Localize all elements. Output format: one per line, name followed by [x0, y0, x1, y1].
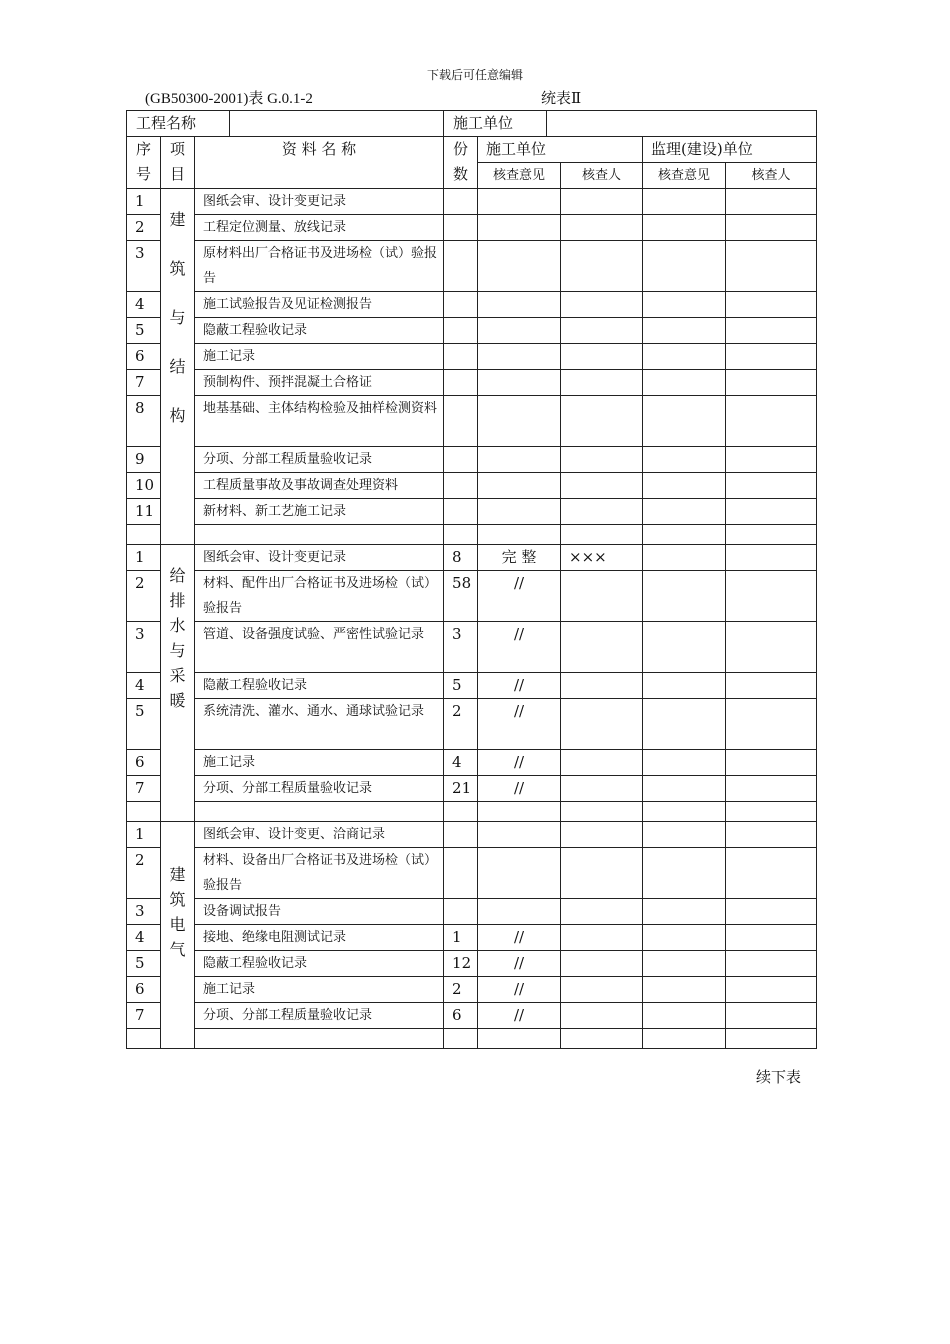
contractor-checker-cell[interactable] [561, 525, 643, 545]
supervisor-checker-cell[interactable] [726, 822, 817, 848]
header-supervisor-checker: 核查人 [726, 163, 817, 189]
material-name: 隐蔽工程验收记录 [195, 318, 444, 344]
category-char: 建 [169, 865, 186, 884]
contractor-opinion-cell[interactable]: // [478, 925, 561, 951]
supervisor-checker-cell[interactable] [726, 318, 817, 344]
contractor-opinion-cell[interactable] [478, 447, 561, 473]
contractor-checker-cell[interactable] [561, 1029, 643, 1049]
category-label [161, 545, 195, 822]
supervisor-checker-cell[interactable] [726, 673, 817, 699]
supervisor-checker-cell[interactable] [726, 699, 817, 750]
row-number: 5 [127, 318, 161, 344]
contractor-opinion-cell[interactable] [478, 189, 561, 215]
supervisor-checker-cell[interactable] [726, 622, 817, 673]
material-name: 隐蔽工程验收记录 [195, 673, 444, 699]
row-number: 6 [127, 977, 161, 1003]
contractor-opinion-cell[interactable]: // [478, 951, 561, 977]
table-row [127, 977, 817, 1003]
copies-cell[interactable]: 12 [444, 951, 478, 977]
material-name: 管道、设备强度试验、严密性试验记录 [195, 622, 444, 673]
contractor-checker-cell[interactable] [561, 925, 643, 951]
contractor-checker-cell[interactable] [561, 473, 643, 499]
contractor-opinion-cell[interactable]: 完 整 [478, 545, 561, 571]
contractor-checker-cell[interactable] [561, 1003, 643, 1029]
row-number: 2 [127, 848, 161, 899]
contractor-checker-cell[interactable] [561, 292, 643, 318]
material-name: 图纸会审、设计变更、洽商记录 [195, 822, 444, 848]
material-name [195, 1029, 444, 1049]
contractor-opinion-cell[interactable]: // [478, 622, 561, 673]
material-name: 系统清洗、灌水、通水、通球试验记录 [195, 699, 444, 750]
copies-cell[interactable]: 2 [444, 699, 478, 750]
supervisor-opinion-cell[interactable] [643, 344, 726, 370]
row-number: 4 [127, 292, 161, 318]
supervisor-opinion-cell[interactable] [643, 241, 726, 292]
material-name: 图纸会审、设计变更记录 [195, 189, 444, 215]
supervisor-opinion-cell[interactable] [643, 370, 726, 396]
row-number: 3 [127, 899, 161, 925]
table-row [127, 750, 817, 776]
row-number: 4 [127, 925, 161, 951]
supervisor-checker-cell[interactable] [726, 370, 817, 396]
material-name: 施工记录 [195, 977, 444, 1003]
form-subtitle: 统表Ⅱ [541, 89, 582, 107]
contractor-checker-cell[interactable] [561, 776, 643, 802]
header-row-1 [127, 137, 817, 163]
category-char: 排 [169, 591, 186, 610]
header-contractor-checker: 核查人 [561, 163, 643, 189]
supervisor-checker-cell[interactable] [726, 473, 817, 499]
contractor-opinion-cell[interactable] [478, 370, 561, 396]
material-name [195, 802, 444, 822]
copies-cell[interactable] [444, 499, 478, 525]
row-number: 6 [127, 344, 161, 370]
row-number: 5 [127, 951, 161, 977]
material-name: 设备调试报告 [195, 899, 444, 925]
contractor-opinion-cell[interactable]: // [478, 977, 561, 1003]
copies-cell[interactable] [444, 822, 478, 848]
supervisor-opinion-cell[interactable] [643, 802, 726, 822]
row-number: 6 [127, 750, 161, 776]
copies-cell[interactable] [444, 848, 478, 899]
contractor-opinion-cell[interactable] [478, 344, 561, 370]
contractor-checker-cell[interactable] [561, 396, 643, 447]
verification-table [126, 110, 817, 1049]
material-name: 施工记录 [195, 344, 444, 370]
table-row [127, 292, 817, 318]
material-name: 工程质量事故及事故调查处理资料 [195, 473, 444, 499]
category-char: 结 [169, 357, 186, 376]
contractor-opinion-cell[interactable]: // [478, 776, 561, 802]
table-row [127, 951, 817, 977]
table-row [127, 699, 817, 750]
material-name: 施工记录 [195, 750, 444, 776]
contractor-label: 施工单位 [444, 111, 547, 136]
table-row [127, 673, 817, 699]
supervisor-checker-cell[interactable] [726, 525, 817, 545]
row-number: 2 [127, 571, 161, 622]
row-number: 2 [127, 215, 161, 241]
supervisor-opinion-cell[interactable] [643, 822, 726, 848]
supervisor-checker-cell[interactable] [726, 802, 817, 822]
contractor-checker-cell[interactable] [561, 370, 643, 396]
table-row [127, 802, 817, 822]
row-number: 10 [127, 473, 161, 499]
material-name: 地基基础、主体结构检验及抽样检测资料 [195, 396, 444, 447]
material-name: 新材料、新工艺施工记录 [195, 499, 444, 525]
table-row [127, 925, 817, 951]
table-row [127, 545, 817, 571]
supervisor-checker-cell[interactable] [726, 848, 817, 899]
row-number: 7 [127, 1003, 161, 1029]
header-item-1: 项 [169, 140, 185, 158]
copies-cell[interactable]: 1 [444, 925, 478, 951]
table-row [127, 622, 817, 673]
row-number: 11 [127, 499, 161, 525]
material-name: 接地、绝缘电阻测试记录 [195, 925, 444, 951]
table-row [127, 447, 817, 473]
contractor-checker-cell[interactable] [561, 215, 643, 241]
header-copies-1: 份 [453, 140, 469, 158]
category-char: 气 [169, 940, 186, 959]
copies-cell[interactable] [444, 344, 478, 370]
contractor-opinion-cell[interactable] [478, 215, 561, 241]
copies-cell[interactable]: 8 [444, 545, 478, 571]
contractor-opinion-cell[interactable] [478, 292, 561, 318]
contractor-opinion-cell[interactable] [478, 1029, 561, 1049]
row-number: 1 [127, 822, 161, 848]
supervisor-opinion-cell[interactable] [643, 848, 726, 899]
supervisor-opinion-cell[interactable] [643, 447, 726, 473]
contractor-checker-cell[interactable] [561, 750, 643, 776]
contractor-checker-cell[interactable] [561, 899, 643, 925]
contractor-opinion-cell[interactable] [478, 241, 561, 292]
category-char: 水 [169, 616, 186, 635]
supervisor-opinion-cell[interactable] [643, 1029, 726, 1049]
supervisor-opinion-cell[interactable] [643, 292, 726, 318]
material-name: 图纸会审、设计变更记录 [195, 545, 444, 571]
supervisor-opinion-cell[interactable] [643, 396, 726, 447]
supervisor-opinion-cell[interactable] [643, 545, 726, 571]
header-copies-2: 数 [453, 165, 469, 183]
copies-cell[interactable] [444, 189, 478, 215]
contractor-opinion-cell[interactable] [478, 318, 561, 344]
copies-cell[interactable] [444, 241, 478, 292]
supervisor-checker-cell[interactable] [726, 499, 817, 525]
table-row [127, 776, 817, 802]
category-char: 与 [169, 308, 186, 327]
supervisor-opinion-cell[interactable] [643, 525, 726, 545]
supervisor-opinion-cell[interactable] [643, 951, 726, 977]
contractor-checker-cell[interactable] [561, 189, 643, 215]
row-number: 4 [127, 673, 161, 699]
supervisor-checker-cell[interactable] [726, 1003, 817, 1029]
category-char: 暖 [169, 691, 186, 710]
contractor-checker-cell[interactable] [561, 622, 643, 673]
contractor-checker-cell[interactable] [561, 822, 643, 848]
contractor-opinion-cell[interactable] [478, 822, 561, 848]
table-row [127, 899, 817, 925]
row-number [127, 525, 161, 545]
copies-cell[interactable]: 6 [444, 1003, 478, 1029]
supervisor-checker-cell[interactable] [726, 925, 817, 951]
row-number: 1 [127, 545, 161, 571]
supervisor-checker-cell[interactable] [726, 750, 817, 776]
supervisor-checker-cell[interactable] [726, 1029, 817, 1049]
supervisor-checker-cell[interactable] [726, 899, 817, 925]
copies-cell[interactable]: 4 [444, 750, 478, 776]
standard-code: (GB50300-2001)表 G.0.1-2 [145, 91, 313, 107]
contractor-opinion-cell[interactable]: // [478, 1003, 561, 1029]
copies-cell[interactable] [444, 447, 478, 473]
contractor-checker-cell[interactable] [561, 848, 643, 899]
material-name [195, 525, 444, 545]
category-char: 筑 [169, 259, 186, 278]
material-name: 隐蔽工程验收记录 [195, 951, 444, 977]
table-row [127, 396, 817, 447]
project-name-value[interactable] [230, 111, 443, 136]
supervisor-opinion-cell[interactable] [643, 925, 726, 951]
row-number: 9 [127, 447, 161, 473]
table-row [127, 1029, 817, 1049]
project-name-label: 工程名称 [127, 111, 230, 136]
supervisor-opinion-cell[interactable] [643, 699, 726, 750]
supervisor-checker-cell[interactable] [726, 396, 817, 447]
supervisor-checker-cell[interactable] [726, 977, 817, 1003]
row-number [127, 802, 161, 822]
contractor-checker-cell[interactable] [561, 318, 643, 344]
contractor-checker-cell[interactable] [561, 447, 643, 473]
material-name: 材料、配件出厂合格证书及进场检（试）验报告 [195, 571, 444, 622]
table-row [127, 344, 817, 370]
supervisor-opinion-cell[interactable] [643, 899, 726, 925]
copies-cell[interactable] [444, 370, 478, 396]
header-seq-2: 号 [135, 165, 151, 183]
category-char: 构 [169, 406, 186, 425]
contractor-value[interactable] [547, 111, 816, 136]
header-item [161, 137, 195, 189]
material-name: 施工试验报告及见证检测报告 [195, 292, 444, 318]
project-info-row [127, 111, 817, 137]
contractor-opinion-cell[interactable] [478, 473, 561, 499]
material-name: 原材料出厂合格证书及进场检（试）验报告 [195, 241, 444, 292]
supervisor-checker-cell[interactable] [726, 189, 817, 215]
contractor-opinion-cell[interactable]: // [478, 699, 561, 750]
header-supervisor-opinion: 核查意见 [643, 163, 726, 189]
copies-cell[interactable]: 2 [444, 977, 478, 1003]
copies-cell[interactable]: 5 [444, 673, 478, 699]
header-seq [127, 137, 161, 189]
contractor-checker-cell[interactable] [561, 802, 643, 822]
contractor-opinion-cell[interactable]: // [478, 673, 561, 699]
contractor-opinion-cell[interactable] [478, 899, 561, 925]
category-char: 采 [169, 666, 186, 685]
copies-cell[interactable] [444, 525, 478, 545]
row-number: 7 [127, 776, 161, 802]
header-item-2: 目 [169, 165, 185, 183]
table-row [127, 241, 817, 292]
contractor-opinion-cell[interactable] [478, 848, 561, 899]
header-copies [444, 137, 478, 189]
table-row [127, 473, 817, 499]
copies-cell[interactable]: 21 [444, 776, 478, 802]
supervisor-checker-cell[interactable] [726, 241, 817, 292]
contractor-opinion-cell[interactable] [478, 525, 561, 545]
copies-cell[interactable]: 3 [444, 622, 478, 673]
supervisor-checker-cell[interactable] [726, 951, 817, 977]
supervisor-checker-cell[interactable] [726, 292, 817, 318]
category-label [161, 189, 195, 545]
table-row [127, 499, 817, 525]
supervisor-checker-cell[interactable] [726, 776, 817, 802]
supervisor-opinion-cell[interactable] [643, 473, 726, 499]
copies-cell[interactable] [444, 318, 478, 344]
table-row [127, 525, 817, 545]
material-name: 工程定位测量、放线记录 [195, 215, 444, 241]
table-row [127, 571, 817, 622]
table-row [127, 215, 817, 241]
supervisor-opinion-cell[interactable] [643, 318, 726, 344]
material-name: 分项、分部工程质量验收记录 [195, 447, 444, 473]
category-char: 筑 [169, 890, 186, 909]
table-row [127, 189, 817, 215]
supervisor-checker-cell[interactable] [726, 447, 817, 473]
category-char: 电 [169, 915, 186, 934]
row-number: 3 [127, 622, 161, 673]
supervisor-opinion-cell[interactable] [643, 571, 726, 622]
category-label [161, 822, 195, 1049]
supervisor-opinion-cell[interactable] [643, 750, 726, 776]
copies-cell[interactable] [444, 899, 478, 925]
contractor-opinion-cell[interactable] [478, 802, 561, 822]
row-number: 8 [127, 396, 161, 447]
supervisor-checker-cell[interactable] [726, 545, 817, 571]
row-number: 1 [127, 189, 161, 215]
row-number: 7 [127, 370, 161, 396]
supervisor-opinion-cell[interactable] [643, 622, 726, 673]
copies-cell[interactable]: 58 [444, 571, 478, 622]
contractor-opinion-cell[interactable]: // [478, 571, 561, 622]
supervisor-opinion-cell[interactable] [643, 189, 726, 215]
supervisor-opinion-cell[interactable] [643, 215, 726, 241]
header-contractor: 施工单位 [478, 137, 643, 163]
material-name: 分项、分部工程质量验收记录 [195, 776, 444, 802]
supervisor-opinion-cell[interactable] [643, 499, 726, 525]
header-contractor-opinion: 核查意见 [478, 163, 561, 189]
copies-cell[interactable] [444, 292, 478, 318]
contractor-checker-cell[interactable] [561, 571, 643, 622]
material-name: 材料、设备出厂合格证书及进场检（试）验报告 [195, 848, 444, 899]
contractor-checker-cell[interactable] [561, 499, 643, 525]
contractor-checker-cell[interactable]: ××× [561, 545, 643, 571]
table-row [127, 822, 817, 848]
contractor-checker-cell[interactable] [561, 673, 643, 699]
contractor-checker-cell[interactable] [561, 699, 643, 750]
header-supervisor: 监理(建设)单位 [643, 137, 817, 163]
supervisor-checker-cell[interactable] [726, 215, 817, 241]
header-seq-1: 序 [135, 140, 151, 158]
table-row [127, 318, 817, 344]
category-char: 建 [169, 210, 186, 229]
copies-cell[interactable] [444, 1029, 478, 1049]
contractor-checker-cell[interactable] [561, 977, 643, 1003]
category-char: 与 [169, 641, 186, 660]
contractor-checker-cell[interactable] [561, 344, 643, 370]
supervisor-checker-cell[interactable] [726, 571, 817, 622]
table-row [127, 848, 817, 899]
copies-cell[interactable] [444, 396, 478, 447]
top-note: 下载后可任意编辑 [426, 68, 523, 82]
contractor-checker-cell[interactable] [561, 951, 643, 977]
contractor-opinion-cell[interactable]: // [478, 750, 561, 776]
row-number: 3 [127, 241, 161, 292]
copies-cell[interactable] [444, 802, 478, 822]
supervisor-checker-cell[interactable] [726, 344, 817, 370]
table-row [127, 370, 817, 396]
supervisor-opinion-cell[interactable] [643, 1003, 726, 1029]
category-char: 给 [169, 566, 186, 585]
contractor-checker-cell[interactable] [561, 241, 643, 292]
header-material-name: 资 料 名 称 [195, 137, 444, 189]
table-row [127, 1003, 817, 1029]
contractor-opinion-cell[interactable] [478, 396, 561, 447]
supervisor-opinion-cell[interactable] [643, 673, 726, 699]
material-name: 分项、分部工程质量验收记录 [195, 1003, 444, 1029]
row-number [127, 1029, 161, 1049]
supervisor-opinion-cell[interactable] [643, 776, 726, 802]
copies-cell[interactable] [444, 215, 478, 241]
material-name: 预制构件、预拌混凝土合格证 [195, 370, 444, 396]
copies-cell[interactable] [444, 473, 478, 499]
row-number: 5 [127, 699, 161, 750]
continued-note: 续下表 [756, 1068, 802, 1086]
contractor-opinion-cell[interactable] [478, 499, 561, 525]
supervisor-opinion-cell[interactable] [643, 977, 726, 1003]
